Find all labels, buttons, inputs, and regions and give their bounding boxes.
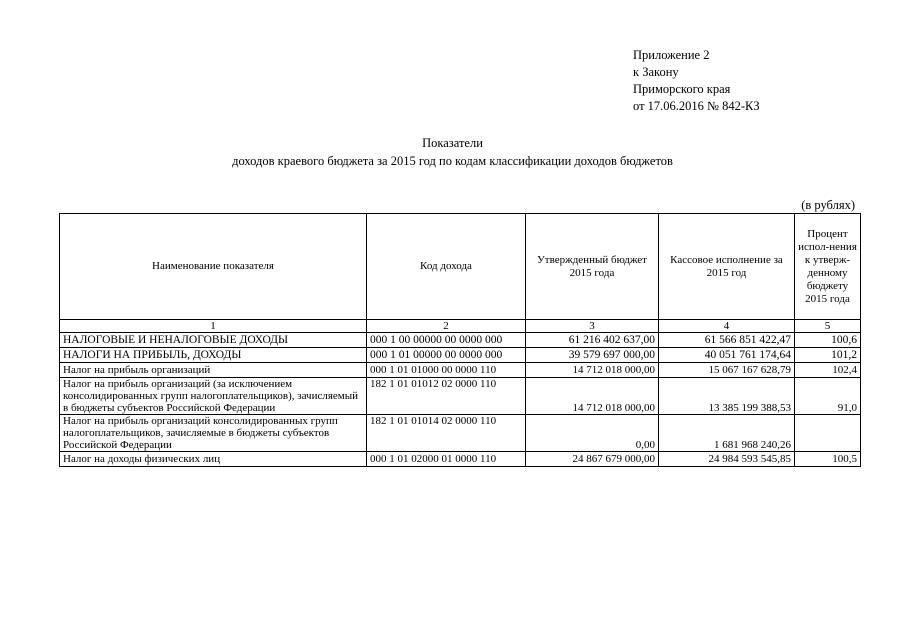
appendix-line-3: Приморского края [633, 82, 731, 96]
row-approved: 39 579 697 000,00 [526, 348, 659, 363]
column-number-row [60, 320, 861, 333]
row-name: Налог на прибыль организаций (за исключением консолидированных групп налогоплательщиков), зачисляемый в бюджеты субъектов Российской Федерации [60, 378, 367, 415]
appendix-line-1: Приложение 2 [633, 48, 710, 62]
header-executed: Кассовое исполнение за 2015 год [659, 214, 795, 320]
row-approved: 14 712 018 000,00 [526, 363, 659, 378]
header-approved: Утвержденный бюджет 2015 года [526, 214, 659, 320]
row-percent: 100,6 [795, 333, 861, 348]
table-row [60, 378, 861, 415]
row-code: 182 1 01 01014 02 0000 110 [367, 415, 526, 452]
appendix-line-4: от 17.06.2016 № 842-КЗ [633, 99, 760, 113]
row-approved: 14 712 018 000,00 [526, 378, 659, 415]
row-name: Налог на доходы физических лиц [60, 452, 367, 467]
row-executed: 24 984 593 545,85 [659, 452, 795, 467]
row-executed: 1 681 968 240,26 [659, 415, 795, 452]
document-title: Показатели [422, 136, 483, 150]
row-code: 000 1 01 01000 00 0000 110 [367, 363, 526, 378]
row-percent [795, 415, 861, 452]
column-number: 4 [659, 320, 795, 333]
table-header-row [60, 214, 861, 320]
row-approved: 24 867 679 000,00 [526, 452, 659, 467]
row-percent: 100,5 [795, 452, 861, 467]
row-code: 000 1 01 02000 01 0000 110 [367, 452, 526, 467]
table-row [60, 452, 861, 467]
header-percent: Процент испол-нения к утверж-денному бюджету 2015 года [795, 214, 861, 320]
row-code: 182 1 01 01012 02 0000 110 [367, 378, 526, 415]
row-name: НАЛОГИ НА ПРИБЫЛЬ, ДОХОДЫ [60, 348, 367, 363]
header-code: Код дохода [367, 214, 526, 320]
row-percent: 102,4 [795, 363, 861, 378]
column-number: 1 [60, 320, 367, 333]
column-number: 5 [795, 320, 861, 333]
row-name: НАЛОГОВЫЕ И НЕНАЛОГОВЫЕ ДОХОДЫ [60, 333, 367, 348]
row-code: 000 1 01 00000 00 0000 000 [367, 348, 526, 363]
row-executed: 13 385 199 388,53 [659, 378, 795, 415]
header-name: Наименование показателя [60, 214, 367, 320]
row-code: 000 1 00 00000 00 0000 000 [367, 333, 526, 348]
column-number: 3 [526, 320, 659, 333]
table-row [60, 363, 861, 378]
table-row [60, 333, 861, 348]
row-percent: 91,0 [795, 378, 861, 415]
table-row [60, 415, 861, 452]
table-row [60, 348, 861, 363]
row-executed: 15 067 167 628,79 [659, 363, 795, 378]
row-executed: 61 566 851 422,47 [659, 333, 795, 348]
document-subtitle: доходов краевого бюджета за 2015 год по кодам классификации доходов бюджетов [232, 154, 673, 168]
row-executed: 40 051 761 174,64 [659, 348, 795, 363]
row-percent: 101,2 [795, 348, 861, 363]
column-number: 2 [367, 320, 526, 333]
row-approved: 61 216 402 637,00 [526, 333, 659, 348]
appendix-block [633, 47, 760, 115]
appendix-line-2: к Закону [633, 65, 679, 79]
units-label: (в рублях) [801, 198, 855, 212]
row-approved: 0,00 [526, 415, 659, 452]
row-name: Налог на прибыль организаций [60, 363, 367, 378]
income-table [59, 213, 861, 467]
row-name: Налог на прибыль организаций консолидированных групп налогоплательщиков, зачисляемые в бюджеты субъектов Российской Федерации [60, 415, 367, 452]
